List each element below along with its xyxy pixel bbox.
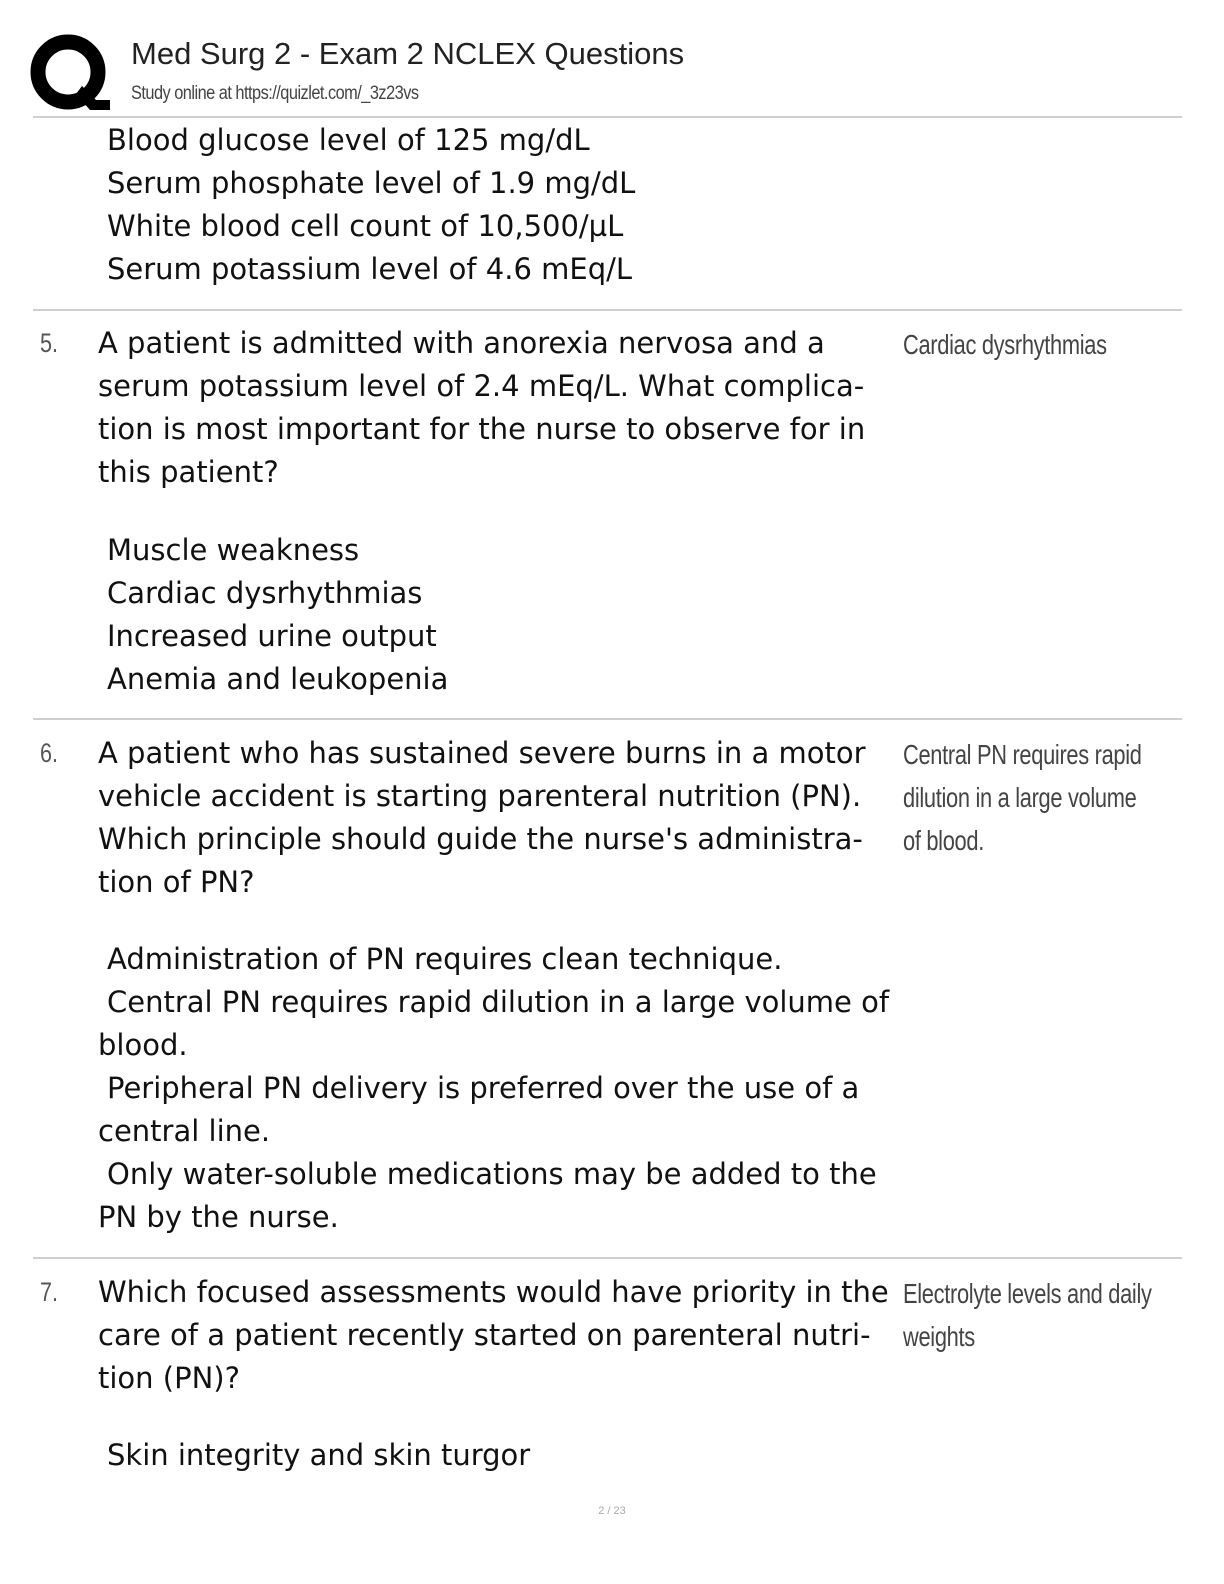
question-text-line: care of a patient recently started on parenteral nutri- [98,1318,871,1352]
question-text-line: A patient is admitted with anorexia nervosa and a [98,326,825,360]
option-line: Increased urine output [107,619,437,653]
question-text-line: tion (PN)? [98,1361,240,1395]
question-text-line: tion is most important for the nurse to observe for in [98,412,866,446]
option-line: central line. [98,1114,271,1148]
answer-text: weights [903,1321,975,1352]
list-item: Serum potassium level of 4.6 mEq/L [107,252,633,286]
quizlet-logo-icon [30,34,112,112]
question-divider [33,309,1182,311]
list-item: White blood cell count of 10,500/µL [107,209,624,243]
question-text-line: A patient who has sustained severe burns in a motor [98,736,866,770]
question-number: 5. [40,328,59,358]
option-line: Administration of PN requires clean technique. [107,942,783,976]
option-line: Peripheral PN delivery is preferred over the use of a [107,1071,860,1105]
option-line: Anemia and leukopenia [107,662,449,696]
answer-text: Central PN requires rapid [903,739,1142,770]
header-divider [33,116,1182,118]
option-line: Central PN requires rapid dilution in a large volume of [107,985,890,1019]
answer-text: Electrolyte levels and daily [903,1278,1152,1309]
option-line: PN by the nurse. [98,1200,339,1234]
question-text-line: Which principle should guide the nurse's administra- [98,822,863,856]
question-divider [33,718,1182,720]
page-header [0,0,1224,118]
question-text-line: vehicle accident is starting parenteral nutrition (PN). [98,779,862,813]
question-text-line: serum potassium level of 2.4 mEq/L. What complica- [98,369,865,403]
question-divider [33,1257,1182,1259]
page-title: Med Surg 2 - Exam 2 NCLEX Questions [131,36,685,71]
question-number: 6. [40,738,59,768]
page-number: 2 / 23 [598,1505,626,1517]
option-line: blood. [98,1028,188,1062]
list-item: Serum phosphate level of 1.9 mg/dL [107,166,636,200]
list-item: Blood glucose level of 125 mg/dL [107,123,590,157]
study-online-link[interactable]: Study online at https://quizlet.com/_3z23vs [131,83,419,104]
option-line: Cardiac dysrhythmias [107,576,423,610]
option-line: Skin integrity and skin turgor [107,1438,531,1472]
answer-text: Cardiac dysrhythmias [903,329,1107,360]
question-number: 7. [40,1277,59,1307]
option-line: Only water-soluble medications may be added to the [107,1157,877,1191]
question-text-line: tion of PN? [98,865,255,899]
answer-text: dilution in a large volume [903,782,1137,813]
question-text-line: this patient? [98,455,279,489]
option-line: Muscle weakness [107,533,360,567]
answer-text: of blood. [903,825,984,856]
question-text-line: Which focused assessments would have priority in the [98,1275,889,1309]
